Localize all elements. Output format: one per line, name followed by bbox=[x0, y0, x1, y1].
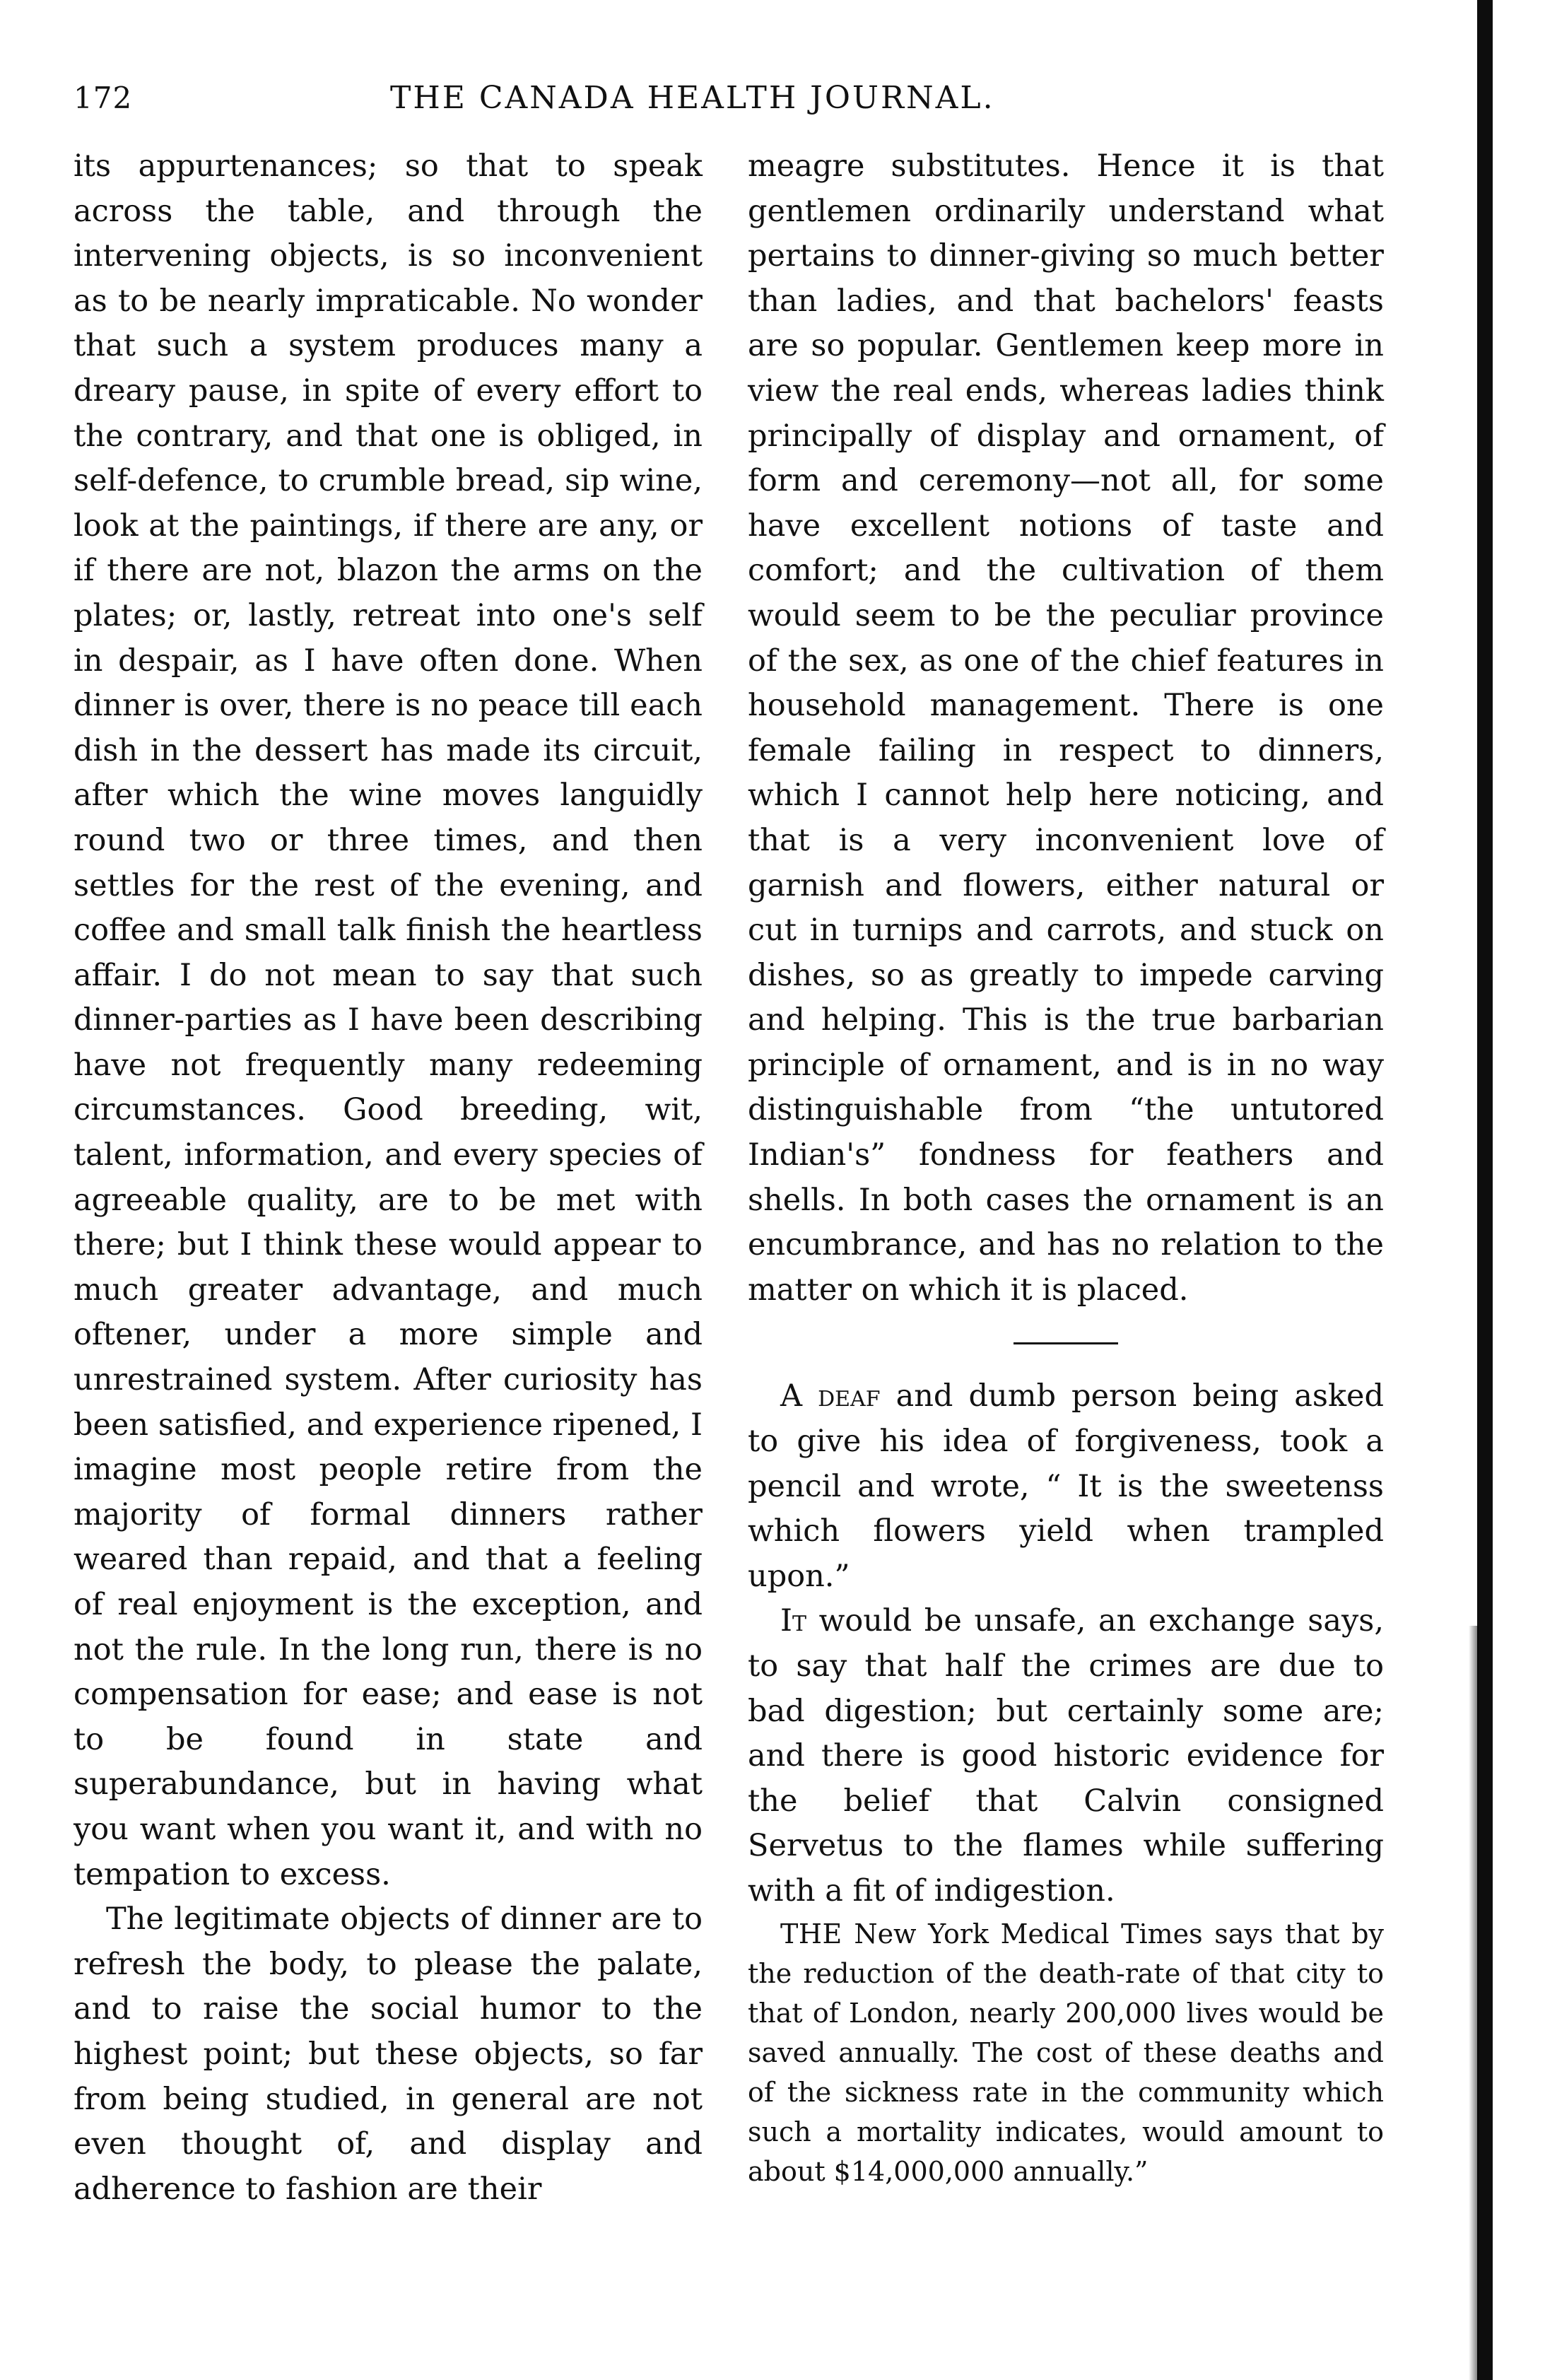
left-paragraph-2: The legitimate objects of dinner are to refresh the body, to please the palate, and to raise the social humor to the highest point; but these objects, so far from being studied, in general are not even thought of, and display and adherence to fashion are their bbox=[74, 1901, 703, 2207]
section-divider bbox=[1014, 1342, 1118, 1344]
page-edge-fade bbox=[1469, 1626, 1479, 2380]
paragraph-text: would be unsafe, an exchange says, to say that half the crimes are due to bad digestion; but certainly some are; and there is good historic evidence for the belief that Calvin consigned Servetus to the flames while suffering with a fit of indigestion. bbox=[748, 1603, 1384, 1909]
running-head: THE CANADA HEALTH JOURNAL. bbox=[390, 80, 995, 116]
paragraph-lead-caps: A deaf bbox=[780, 1378, 881, 1414]
paragraph-lead-caps: THE bbox=[780, 1918, 842, 1950]
right-column bbox=[748, 144, 1384, 2191]
left-column bbox=[74, 144, 703, 2212]
paragraph-text: New York Medical Times says that by the reduction of the death-rate of that city to that of London, nearly 200,000 lives would be saved annually. The cost of these deaths and of the sickness rate in the community which such a mortality indicates, would amount to about $14,000,000 annually.” bbox=[748, 1918, 1384, 2187]
paragraph-text: and dumb person being asked to give his idea of forgiveness, took a pencil and wrote, “ It is the sweetenss which flowers yield when trampled upon.” bbox=[748, 1378, 1385, 1594]
left-paragraph-1: its appurtenances; so that to speak across the table, and through the intervening objects, is so inconvenient as to be nearly impraticable. No wonder that such a system produces many a dreary pause, in spite of every effort to the contrary, and that one is obliged, in self-defence, to crumble bread, sip wine, look at the paintings, if there are any, or if there are not, blazon the arms on the plates; or, lastly, retreat into one's self in despair, as I have often done. When dinner is over, there is no peace till each dish in the dessert has made its circuit, after which the wine moves languidly round two or three times, and then settles for the rest of the evening, and coffee and small talk finish the heartless affair. I do not mean to say that such dinner-parties as I have been describing have not frequently many redeeming circumstances. Good breeding, wit, talent, information, and every species of agreeable quality, are to be met with there; but I think these would appear to much greater advantage, and much oftener, under a more simple and unrestrained system. After curiosity has been satisfied, and experience ripened, I imagine most people retire from the majority of formal dinners rather weared than repaid, and that a feeling of real enjoyment is the exception, and not the rule. In the long run, there is no compensation for ease; and ease is not to be found in state and superabundance, but in having what you want when you want it, and with no tempation to excess. bbox=[74, 148, 703, 1892]
right-paragraph-4 bbox=[748, 1914, 1384, 2191]
page-number: 172 bbox=[74, 81, 133, 115]
right-paragraph-2 bbox=[748, 1374, 1384, 1599]
page-header bbox=[74, 74, 1438, 123]
right-paragraph-1: meagre substitutes. Hence it is that gentlemen ordinarily understand what pertains to dinner-giving so much better than ladies, and that bachelors' feasts are so popular. Gentlemen keep more in view the real ends, whereas ladies think principally of display and ornament, of form and ceremony—not all, for some have excellent notions of taste and comfort; and the cultivation of them would seem to be the peculiar province of the sex, as one of the chief features in household management. There is one female failing in respect to dinners, which I cannot help here noticing, and that is a very inconvenient love of garnish and flowers, either natural or cut in turnips and carrots, and stuck on dishes, so as greatly to impede carving and helping. This is the true barbarian principle of ornament, and is in no way distinguishable from “the untutored Indian's” fondness for feathers and shells. In both cases the ornament is an encumbrance, and has no relation to the matter on which it is placed. bbox=[748, 148, 1384, 1308]
page-edge-shadow bbox=[1477, 0, 1493, 2380]
paragraph-lead-caps: It bbox=[780, 1603, 806, 1639]
right-paragraph-3 bbox=[748, 1599, 1384, 1913]
